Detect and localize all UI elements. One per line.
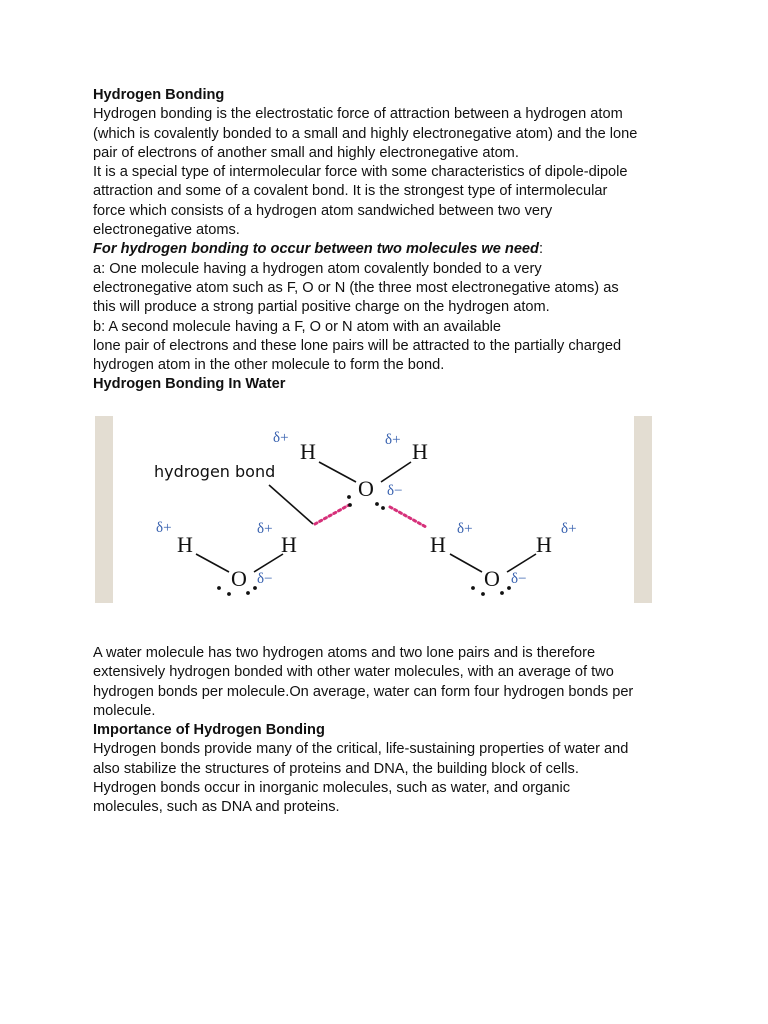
requirement-line: lone pair of electrons and these lone pairs will be attracted to the partially charged [93,337,622,354]
atom-h-top-right: H [412,439,428,464]
frame-bar-right [634,416,652,603]
requirement-intro [93,240,683,259]
paragraph-line: molecules, such as DNA and proteins. [93,799,340,816]
paragraph-line: electronegative atoms. [93,222,240,239]
delta-minus-label: δ− [387,483,403,499]
paragraph-line: also stabilize the structures of proteins and DNA, the building block of cells. [93,760,579,777]
paragraph-line: (which is covalently bonded to a small and highly electronegative atom) and the lone [93,125,638,142]
paragraph-line: hydrogen bonds per molecule.On average, water can form four hydrogen bonds per [93,683,634,700]
lone-pair-dot [507,586,511,590]
delta-plus-label: δ+ [561,521,577,537]
paragraph-line: It is a special type of intermolecular force with some characteristics of dipole-dipole [93,164,628,181]
lone-pair-dot [217,586,221,590]
lone-pair-dot [381,506,385,510]
document-body [93,86,683,395]
diagram-svg [93,416,654,603]
atom-h-bottom-left-1: H [177,532,193,557]
requirement-intro-colon: : [538,241,544,258]
covalent-bond [450,554,482,572]
frame-bar-left [95,416,113,603]
paragraph-line: Hydrogen bonds provide many of the critical, life-sustaining properties of water and [93,741,629,758]
paragraph-line: extensively hydrogen bonded with other water molecules, with an average of two [93,664,614,681]
heading-importance-of-hydrogen-bonding: Importance of Hydrogen Bonding [93,722,325,739]
heading-hydrogen-bonding-in-water: Hydrogen Bonding In Water [93,376,286,393]
paragraph-line: attraction and some of a covalent bond. It is the strongest type of intermolecular [93,183,608,200]
lone-pair-dot [481,592,485,596]
covalent-bond [319,462,356,482]
paragraph-line: A water molecule has two hydrogen atoms and two lone pairs and is therefore [93,645,596,661]
covalent-bond [254,554,283,572]
requirement-line: hydrogen atom in the other molecule to form the bond. [93,357,445,374]
hydrogen-bond-dotted-line [390,507,426,527]
delta-plus-label: δ+ [156,520,172,536]
lone-pair-dot [227,592,231,596]
delta-plus-label: δ+ [385,432,401,448]
paragraph-line: pair of electrons of another small and highly electronegative atom. [93,144,519,161]
lone-pair-dot [471,586,475,590]
paragraph-line: Hydrogen bonds occur in inorganic molecules, such as water, and organic [93,780,570,797]
lone-pair-dot [500,591,504,595]
requirement-line: this will produce a strong partial positive charge on the hydrogen atom. [93,299,550,316]
delta-minus-label: δ− [511,571,527,587]
covalent-bond [381,462,411,482]
lone-pair-dot [347,495,351,499]
requirement-line: b: A second molecule having a F, O or N atom with an available [93,318,502,335]
hydrogen-bond-label: hydrogen bond [154,462,276,481]
delta-plus-label: δ+ [273,430,289,446]
paragraph-line: molecule. [93,702,156,719]
lone-pair-dot [348,503,352,507]
water-hydrogen-bond-diagram [93,416,654,603]
atom-h-top-left: H [300,439,316,464]
atom-o-top: O [358,476,374,501]
covalent-bond [507,554,536,572]
atom-h-bottom-right-1: H [430,532,446,557]
hydrogen-bond-dotted-line [315,505,349,524]
covalent-bond [196,554,229,572]
requirement-line: a: One molecule having a hydrogen atom covalently bonded to a very [93,260,542,277]
atom-o-bottom-right: O [484,566,500,591]
atom-o-bottom-left: O [231,566,247,591]
requirement-line: electronegative atom such as F, O or N (the three most electronegative atoms) as [93,279,619,296]
label-pointer-line [269,485,313,524]
heading-hydrogen-bonding: Hydrogen Bonding [93,87,225,103]
delta-plus-label: δ+ [257,521,273,537]
atom-h-bottom-right-2: H [536,532,552,557]
paragraph-line: force which consists of a hydrogen atom sandwiched between two very [93,202,553,219]
document-body-continued [93,644,683,818]
lone-pair-dot [246,591,250,595]
requirement-intro-text: For hydrogen bonding to occur between two molecules we need [93,241,539,258]
lone-pair-dot [253,586,257,590]
atom-h-bottom-left-2: H [281,532,297,557]
paragraph-line: Hydrogen bonding is the electrostatic force of attraction between a hydrogen atom [93,106,623,123]
delta-minus-label: δ− [257,571,273,587]
delta-plus-label: δ+ [457,521,473,537]
lone-pair-dot [375,502,379,506]
